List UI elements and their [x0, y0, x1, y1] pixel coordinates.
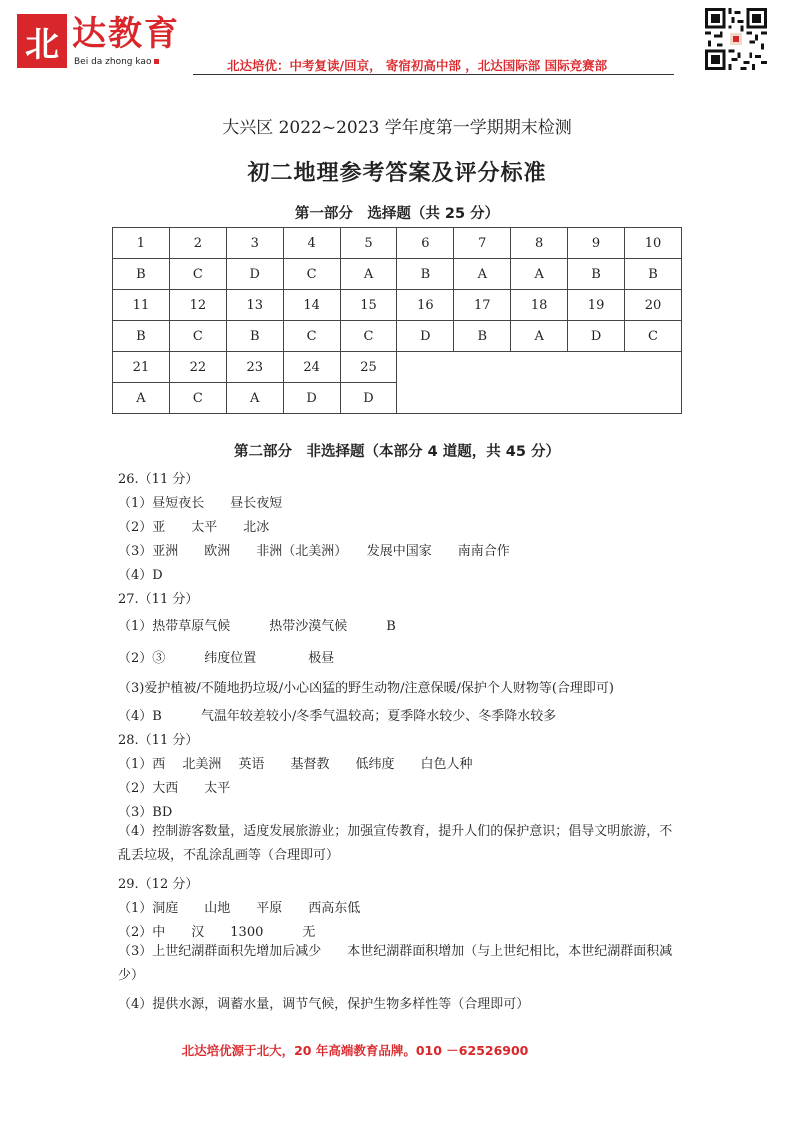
- table-cell: 18: [511, 290, 568, 321]
- question-28-heading: 28.（11 分）: [118, 733, 199, 748]
- table-cell: 7: [454, 228, 511, 259]
- answer-line: （4）B 气温年较差较小/冬季气温较高；夏季降水较少、冬季降水较多: [118, 709, 557, 724]
- table-cell: 14: [283, 290, 340, 321]
- answer-line: （1）热带草原气候 热带沙漠气候 B: [118, 619, 396, 634]
- table-row: [113, 228, 682, 259]
- question-26-heading: 26.（11 分）: [118, 472, 199, 487]
- document-title: 大兴区 2022~2023 学年度第一学期期末检测: [222, 118, 572, 138]
- table-cell: C: [169, 321, 226, 352]
- answer-line: （1）昼短夜长 昼长夜短: [118, 496, 283, 511]
- table-cell: A: [113, 383, 170, 414]
- table-cell: C: [340, 321, 397, 352]
- table-cell: B: [454, 321, 511, 352]
- table-cell: A: [511, 259, 568, 290]
- table-cell: 24: [283, 352, 340, 383]
- table-cell: D: [340, 383, 397, 414]
- table-cell: 4: [283, 228, 340, 259]
- table-cell: B: [113, 321, 170, 352]
- table-cell: 13: [226, 290, 283, 321]
- part1-heading: 第一部分 选择题（共 25 分）: [294, 206, 500, 222]
- table-cell: 3: [226, 228, 283, 259]
- table-cell: 10: [625, 228, 682, 259]
- table-cell: B: [226, 321, 283, 352]
- table-blank-cell: [397, 352, 682, 414]
- table-cell: C: [169, 383, 226, 414]
- answer-line: （1）洞庭 山地 平原 西高东低: [118, 901, 361, 916]
- table-cell: 2: [169, 228, 226, 259]
- table-cell: 11: [113, 290, 170, 321]
- answer-line: （2）大西 太平: [118, 781, 231, 796]
- table-cell: 17: [454, 290, 511, 321]
- table-cell: C: [283, 259, 340, 290]
- table-cell: 20: [625, 290, 682, 321]
- table-cell: B: [625, 259, 682, 290]
- table-row: [113, 352, 682, 383]
- header-slogan: 北达培优：中考复读/回京， 寄宿初高中部 ，北达国际部 国际竞赛部: [227, 58, 608, 73]
- logo-subtitle: Bei da zhong kao: [74, 57, 159, 67]
- logo-mark: 北: [17, 14, 67, 68]
- table-cell: 5: [340, 228, 397, 259]
- qr-code-icon: [705, 8, 767, 70]
- table-cell: C: [625, 321, 682, 352]
- answer-line: （3）BD: [118, 805, 173, 820]
- table-cell: 19: [568, 290, 625, 321]
- logo-text: 达教育: [72, 14, 180, 54]
- table-cell: A: [454, 259, 511, 290]
- document-subtitle: 初二地理参考答案及评分标准: [247, 161, 547, 186]
- table-cell: 12: [169, 290, 226, 321]
- answer-line: （4）控制游客数量，适度发展旅游业；加强宣传教育，提升人们的保护意识；倡导文明旅游，不乱丢垃圾，不乱涂乱画等（合理即可）: [118, 824, 673, 863]
- answer-line: （4）提供水源，调蓄水量，调节气候，保护生物多样性等（合理即可）: [118, 997, 530, 1012]
- table-cell: B: [568, 259, 625, 290]
- table-cell: A: [226, 383, 283, 414]
- table-cell: 15: [340, 290, 397, 321]
- table-cell: C: [283, 321, 340, 352]
- answer-line: （1）西 北美洲 英语 基督教 低纬度 白色人种: [118, 757, 473, 772]
- table-cell: D: [283, 383, 340, 414]
- table-cell: 1: [113, 228, 170, 259]
- part2-heading: 第二部分 非选择题（本部分 4 道题，共 45 分）: [234, 444, 560, 460]
- table-row: [113, 290, 682, 321]
- answer-line: （2）亚 太平 北冰: [118, 520, 270, 535]
- table-row: [113, 321, 682, 352]
- answer-table: [112, 227, 682, 414]
- table-cell: 22: [169, 352, 226, 383]
- table-cell: 9: [568, 228, 625, 259]
- table-cell: B: [113, 259, 170, 290]
- table-cell: 23: [226, 352, 283, 383]
- table-cell: 25: [340, 352, 397, 383]
- table-cell: D: [568, 321, 625, 352]
- table-cell: 21: [113, 352, 170, 383]
- answer-line: （2）中 汉 1300 无: [118, 925, 316, 940]
- table-cell: C: [169, 259, 226, 290]
- answer-line: （3)爱护植被/不随地扔垃圾/小心凶猛的野生动物/注意保暖/保护个人财物等(合理即可): [118, 681, 615, 696]
- footer-slogan: 北达培优源于北大，20 年高端教育品牌。010 －62526900: [181, 1043, 529, 1058]
- table-cell: D: [226, 259, 283, 290]
- answer-line: （2）③ 纬度位置 极昼: [118, 651, 335, 666]
- answer-line: （3）上世纪湖群面积先增加后减少 本世纪湖群面积增加（与上世纪相比，本世纪湖群面积减少）: [118, 944, 673, 983]
- table-row: [113, 259, 682, 290]
- table-cell: A: [340, 259, 397, 290]
- table-cell: A: [511, 321, 568, 352]
- table-cell: B: [397, 259, 454, 290]
- question-29-heading: 29.（12 分）: [118, 877, 199, 892]
- table-cell: D: [397, 321, 454, 352]
- table-cell: 8: [511, 228, 568, 259]
- question-27-heading: 27.（11 分）: [118, 592, 199, 607]
- table-cell: 16: [397, 290, 454, 321]
- answer-line: （3）亚洲 欧洲 非洲（北美洲） 发展中国家 南南合作: [118, 544, 510, 559]
- answer-line: （4）D: [118, 568, 163, 583]
- header-divider: [193, 74, 674, 75]
- table-cell: 6: [397, 228, 454, 259]
